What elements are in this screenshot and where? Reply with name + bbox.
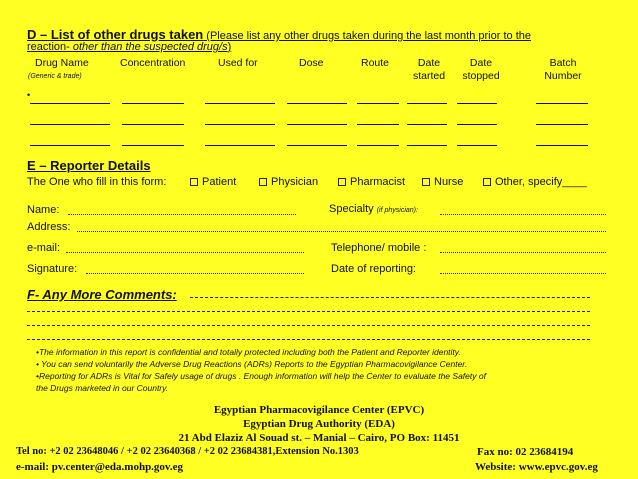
- checkbox-icon[interactable]: [483, 178, 491, 186]
- col-date-stopped-1: Date: [469, 57, 493, 69]
- col-drug-name-sub: (Generic & trade): [28, 73, 82, 80]
- specialty-label-group: [329, 203, 418, 215]
- email-field[interactable]: [66, 252, 304, 253]
- note2-prefix: reaction-: [27, 41, 73, 53]
- checkbox-icon[interactable]: [190, 178, 198, 186]
- comments-line-1[interactable]: [190, 297, 590, 298]
- col-batch-2: Number: [544, 70, 582, 82]
- col-dose: Dose: [299, 57, 324, 69]
- email-label: e-mail:: [27, 242, 61, 254]
- address-field[interactable]: [77, 231, 606, 232]
- option-pharmacist[interactable]: [338, 176, 405, 188]
- signature-field[interactable]: [86, 273, 304, 274]
- option-physician[interactable]: [259, 176, 318, 188]
- col-batch-1: Batch: [549, 57, 577, 69]
- col-date-stopped: [457, 57, 505, 83]
- option-other[interactable]: [483, 176, 587, 188]
- footer-authority: Egyptian Drug Authority (EDA): [243, 418, 395, 430]
- blank-drug-name-2[interactable]: [30, 124, 110, 125]
- note-voluntary: • You can send voluntarily the Adverse Drug Reactions (ADRs) Reports to the Egyptian Pharmacovigilance Center.: [36, 359, 468, 369]
- comments-line-4[interactable]: [27, 339, 590, 340]
- address-label: Address:: [27, 221, 71, 233]
- blank-date-started-1[interactable]: [407, 103, 447, 104]
- blank-date-stopped-1[interactable]: [457, 103, 497, 104]
- telephone-field[interactable]: [440, 252, 606, 253]
- blank-used-for-3[interactable]: [205, 145, 275, 146]
- blank-date-stopped-3[interactable]: [457, 145, 497, 146]
- blank-date-started-2[interactable]: [407, 124, 447, 125]
- telephone-label: Telephone/ mobile :: [331, 242, 427, 254]
- section-d-note-line2: [27, 41, 231, 53]
- blank-dose-1[interactable]: [287, 103, 347, 104]
- blank-drug-name-3[interactable]: [30, 145, 110, 146]
- footer-fax: Fax no: 02 23684194: [477, 446, 574, 458]
- footer-email: e-mail: pv.center@eda.mohp.gov.eg: [16, 461, 183, 473]
- footer-website: Website: www.epvc.gov.eg: [475, 461, 598, 473]
- option-pharmacist-label: Pharmacist: [350, 176, 406, 188]
- footer-tel: Tel no: +2 02 23648046 / +2 02 23640368 / +2 02 23684381,Extension No.1303: [16, 446, 359, 457]
- col-date-started-2: started: [412, 70, 446, 82]
- comments-line-3[interactable]: [27, 325, 590, 326]
- col-date-started-1: Date: [417, 57, 441, 69]
- checkbox-icon[interactable]: [422, 178, 430, 186]
- blank-dose-3[interactable]: [287, 145, 347, 146]
- footer-center-name: Egyptian Pharmacovigilance Center (EPVC): [213, 404, 425, 416]
- option-other-label: Other, specify: [495, 176, 563, 188]
- blank-route-2[interactable]: [357, 124, 399, 125]
- blank-used-for-2[interactable]: [205, 124, 275, 125]
- col-date-started: [409, 57, 449, 83]
- section-d-note: (Please list any other drugs taken during the last month prior to the: [203, 30, 531, 42]
- other-specify-blank[interactable]: ____: [562, 176, 587, 188]
- reporter-type-label: The One who fill in this form:: [27, 176, 167, 188]
- specialty-note: (if physician):: [376, 207, 418, 214]
- blank-batch-2[interactable]: [536, 124, 588, 125]
- note2-italic: other than the suspected drug/s: [72, 41, 228, 53]
- blank-concentration-3[interactable]: [122, 145, 184, 146]
- footer-address: 21 Abd Elaziz Al Souad st. – Manial – Cairo, PO Box: 11451: [178, 432, 460, 444]
- col-used-for: Used for: [218, 57, 258, 69]
- specialty-field[interactable]: [440, 214, 606, 215]
- blank-concentration-2[interactable]: [122, 124, 184, 125]
- col-drug-name: [35, 57, 89, 70]
- col-batch: [538, 57, 588, 83]
- option-physician-label: Physician: [271, 176, 319, 188]
- blank-used-for-1[interactable]: [205, 103, 275, 104]
- blank-dose-2[interactable]: [287, 124, 347, 125]
- row-bullet: •: [27, 90, 31, 100]
- blank-drug-name-1[interactable]: [30, 103, 110, 104]
- col-route: Route: [361, 57, 390, 69]
- option-nurse-label: Nurse: [434, 176, 464, 188]
- blank-route-3[interactable]: [357, 145, 399, 146]
- option-nurse[interactable]: [422, 176, 463, 188]
- section-d-title: D – List of other drugs taken: [27, 27, 204, 42]
- specialty-label: Specialty: [329, 203, 374, 215]
- comments-line-2[interactable]: [27, 311, 590, 312]
- note2-suffix: ): [227, 41, 232, 53]
- blank-concentration-1[interactable]: [122, 103, 184, 104]
- note-country: the Drugs marketed in our Country.: [36, 383, 169, 393]
- name-field[interactable]: [68, 214, 296, 215]
- option-patient-label: Patient: [202, 176, 237, 188]
- blank-date-stopped-2[interactable]: [457, 124, 497, 125]
- option-patient[interactable]: [190, 176, 236, 188]
- section-f-title: F- Any More Comments:: [27, 287, 177, 302]
- date-reporting-label: Date of reporting:: [331, 263, 416, 275]
- checkbox-icon[interactable]: [338, 178, 346, 186]
- blank-batch-3[interactable]: [536, 145, 588, 146]
- name-label: Name:: [27, 204, 60, 216]
- section-e-title: E – Reporter Details: [27, 158, 151, 173]
- note-confidential: •The information in this report is confidential and totally protected including both the Patient and Reporter identity.: [36, 347, 461, 357]
- blank-route-1[interactable]: [357, 103, 399, 104]
- col-drug-name-label: Drug Name: [35, 57, 89, 69]
- col-date-stopped-2: stopped: [462, 70, 500, 82]
- col-concentration: Concentration: [120, 57, 186, 69]
- blank-batch-1[interactable]: [536, 103, 588, 104]
- date-reporting-field[interactable]: [440, 273, 606, 274]
- note-vital: •Reporting for ADRs is Vital for Safely usage of drugs . Enough information will help the Center to evaluate the Safety of: [36, 371, 486, 381]
- blank-date-started-3[interactable]: [407, 145, 447, 146]
- checkbox-icon[interactable]: [259, 178, 267, 186]
- signature-label: Signature:: [27, 263, 78, 275]
